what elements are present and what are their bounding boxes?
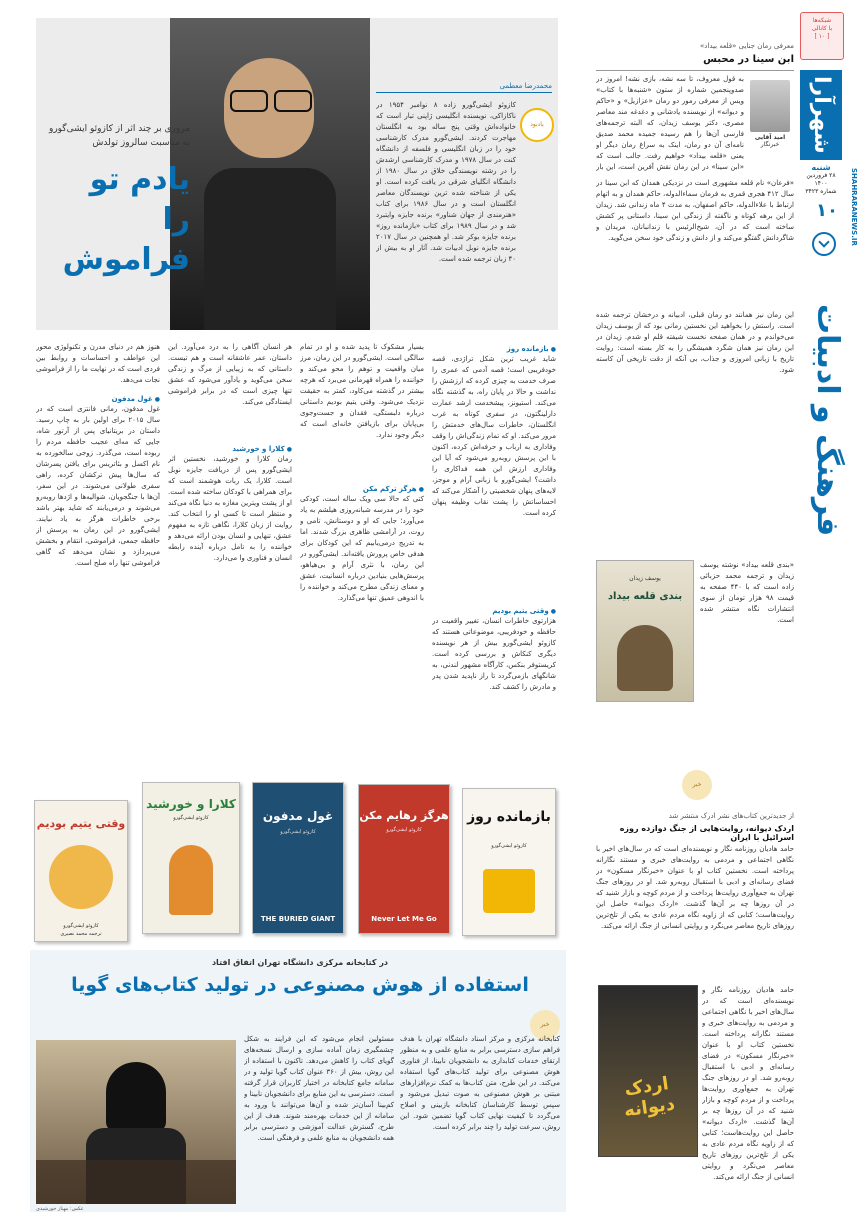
article-column-3 <box>168 342 292 772</box>
book-cover <box>358 784 450 934</box>
section-title: فرهنگ و ادبیات <box>810 303 845 537</box>
hero-title <box>40 160 190 280</box>
sun-illustration <box>49 845 113 909</box>
news2-kicker: از جدیدترین کتاب‌های نشر ادرک منتشر شد <box>668 812 794 820</box>
article-column-4 <box>36 342 160 772</box>
book-english-title: THE BURIED GIANT <box>260 915 336 923</box>
right-paragraph-2: «فرعان» نام قلعه مشهوری است در نزدیکی همدان که ابن سینا در سال ۴۱۲ هجری قمری به فرمان سماءالدوله، حاکم همدان و به اتهام ارتباط با علاءالدوله، حاکم اصفهان، به مدت ۴ ماه زندانی شد. زیدان از این برهه کوتاه و ناگفته از زندگی ابن سینا، داستانی پر کشش ساخته است که در آن، شیخ‌الرئیس با زندانبانان، مریدان و شاگردانش گفتگو می‌کند و از دانش و زندگی خود سخن می‌گوید. <box>596 179 794 242</box>
yadbood-badge: یادبود <box>520 108 554 142</box>
weekly-books-badge <box>800 12 844 60</box>
book-author: کازوئو ایشی‌گورو <box>386 827 422 833</box>
page-number: ۱۰ <box>816 200 838 221</box>
arrow-down-icon <box>812 232 836 256</box>
bottom-headline: استفاده از هوش مصنوعی در تولید کتاب‌های گویا <box>71 974 529 996</box>
column-text: هر انسان آگاهی را به درد می‌آورد. این داستان، عمر عاشقانه است و هم تیست. داستانی که به زیبایی از مرگ و زندگی سخن می‌گوید و یادآور می‌شود که عشق تنها چیزی است که در برابر فراموشی ایستادگی می‌کند. <box>168 343 292 406</box>
column-subheading: ● بازمانده روز <box>432 345 556 353</box>
article-column-2 <box>300 342 424 772</box>
bottom-text-col-2: کتابخانه مرکزی و مرکز اسناد دانشگاه تهران با هدف فراهم سازی دسترسی برابر به منابع علمی و به منظور ارتقای خدمات کتابداری به دانشجویان نابینا، از فناوری هوش مصنوعی برای تولید کتاب‌های گویا استفاده می‌کند. در این طرح، متن کتاب‌ها به کمک نرم‌افزارهای مبتنی بر هوش مصنوعی به صوت تبدیل می‌شود و سپس توسط کارشناسان کتابخانه بازبینی و اصلاح می‌گردد تا کیفیت نهایی کتاب گویا تضمین شود. این روش، سرعت تولید را چند برابر کرده است. <box>400 1035 560 1131</box>
issue-number: شماره ۳۴۲۳ <box>805 188 837 195</box>
book-author: کازوئو ایشی‌گورو <box>173 815 209 821</box>
news2-paragraph-cont: حامد هادیان روزنامه نگار و نویسنده‌ای است که در سال‌های اخیر با نگاهی اجتماعی و مردمی به روایت‌های خبری و مستند نگارانه پرداخته است. نخستین کتاب او با عنوان «خبرنگار مسکون» در فضای رسانه‌ای و ادبی با استقبال روبه‌رو شد. او در روزهای جنگ تهران به جمع‌آوری روایت‌ها پرداخت و از مردم کوچه و بازار شنید که در آن روزها چه بر آن‌ها گذشت. «اردک دیوانه» حاصل این روایت‌هاست؛ کتابی که از زاویه نگاه مردم عادی به یکی از تلخ‌ترین روزهای تاریخ معاصر می‌نگرد و روایتی انسانی از جنگ ارائه می‌کند. <box>702 986 794 1181</box>
book-title: کلارا و خورشید <box>146 797 236 811</box>
portrait-illustration <box>617 625 673 691</box>
column-text: شاید غریب ترین شکل تراژدی، قصه خودفریبی است؛ قصه آدمی که عمری را صرف خدمت به چیزی کرده که ارزشش را نداشت و حالا در پایان راه، به گذشته نگاه می‌کند. استیونز، پیشخدمت ارشد عمارت دارلینگتون، در سفری کوتاه به غرب انگلستان، خاطرات سال‌های خدمتش را مرور می‌کند. او که تمام زندگی‌اش را وقف وفاداری به ارباب و حرفه‌اش کرده، اکنون با این پرسش روبه‌رو می‌شود که آیا این وفاداری ارزش این همه فداکاری را داشت؟ ایشی‌گورو با زبانی آرام و موجز، لایه‌های پنهان شخصیتی را آشکار می‌کند که احساساتش را پشت نقاب وظیفه پنهان کرده است. <box>432 355 556 517</box>
news-badge: خبر <box>530 1010 560 1040</box>
article-column-1 <box>432 342 556 772</box>
hero-title-line: را فراموش <box>62 202 190 277</box>
hero-subtitle: مروری بر چند اثر از کازوئو ایشی‌گورو به مناسبت سالروز تولدش <box>48 124 190 148</box>
news2-paragraph: حامد هادیان روزنامه نگار و نویسنده‌ای است که در سال‌های اخیر با نگاهی اجتماعی و مردمی به روایت‌های خبری و مستند نگارانه پرداخته است. نخستین کتاب او با عنوان «خبرنگار مسکون» در فضای رسانه‌ای و ادبی با استقبال روبه‌رو شد. او در روزهای جنگ تهران به جمع‌آوری روایت‌ها پرداخت و از مردم کوچه و بازار شنید که در آن روزها چه بر آن‌ها گذشت. «اردک دیوانه» حاصل این روایت‌هاست؛ کتابی که از زاویه نگاه مردم عادی به یکی از تلخ‌ترین روزهای تاریخ معاصر می‌نگرد و روایتی انسانی از جنگ ارائه می‌کند. <box>596 845 794 930</box>
site-url[interactable]: SHAHRARANEWS.IR <box>850 168 858 246</box>
author-avatar <box>750 80 790 132</box>
book-author: کازوئو ایشی‌گورو <box>63 923 99 929</box>
column-subheading: ● وقتی یتیم بودیم <box>432 607 556 615</box>
book-title: هرگز رهایم مکن <box>359 809 449 822</box>
badge-line: [ ۱۰ ] <box>814 33 830 40</box>
desk-shape <box>36 1160 236 1204</box>
book-title: غول مدفون <box>262 809 334 823</box>
column-text: هنوز هم در دنیای مدرن و تکنولوژی محور این عواطف و احساسات و روابط بین فردی است که در نهایت ما را از فراموشی نجات می‌دهد. <box>36 343 160 384</box>
divider <box>376 92 552 93</box>
book-translator: ترجمه محمد نصیری <box>60 931 102 937</box>
glasses-right <box>274 90 312 112</box>
author-portrait-photo <box>170 18 370 330</box>
news2-headline: اردک دیوانه، روایت‌هایی از جنگ دوازده روزه اسرائیل با ایران <box>619 824 794 842</box>
book-cover <box>462 788 556 936</box>
bottom-text-col-1: مسئولین انجام می‌شود که این فرایند به شکل چشمگیری زمان آماده سازی و ارسال نسخه‌های گویای کتاب را کاهش می‌دهد. تاکنون با استفاده از این روش، بیش از ۳۶۰ عنوان کتاب گویا تولید و در سامانه جامع کتابخانه در اختیار کاربران قرار گرفته است. دسترسی به این منابع برای دانشجویان نابینا و کم‌بینا آسان‌تر شده و آن‌ها می‌توانند با ورود به سامانه از این خدمات بهره‌مند شوند. هدف از این طرح، گسترش عدالت آموزشی و دسترسی برابر همه دانشجویان به منابع علمی و فرهنگی است. <box>244 1035 394 1142</box>
photo-credit: عکس: مهناز خورشیدی <box>36 1206 84 1212</box>
right-paragraph-1: به قول معروف، تا سه نشه، بازی نشه! امروز در صدوپنجمین شماره از ستون «شنبه‌ها با کتاب» ویس از معرفی رمور دو رمان «عزازیل» و «حاکم و دیوانه» از نویسنده یادشانی و دغدغه مند معاصر مصری، دکتر یوسف زیدان، که البته ترجمه‌های فارسی آن‌ها را هم رسیده جمیده محمد صدیق نامه‌ای آن دو رمان، اینک به سراغ رمان دیگر او یعنی «قلعه بیداد» خواهیم رفت. جالب است که «ابن سینا» در این رمان نقش آفرین است، این بار <box>596 75 744 171</box>
book-cover-qalee-bidad <box>596 560 694 702</box>
right-paragraph-3: این رمان نیز همانند دو رمان قبلی، ادبیانه و درخشان ترجمه شده است. راستش را بخواهید این نخستین رمانی بود که از یوسف زیدان می‌خواندم و در همان صفحه نخست شیفته قلم او شدم. زیدان در این رمان نیز همان شگرد همیشگی را به کار بسته است: روایت تاریخ با زبانی امروزی و جذاب، بی آنکه از دقت تاریخی آن کاسته شود. <box>596 311 794 374</box>
book-cover <box>34 800 128 942</box>
book-title: بازمانده روز <box>467 809 551 825</box>
book-cover <box>252 782 344 934</box>
book-cover-author: یوسف زیدان <box>629 575 661 582</box>
issue-day: شنبه <box>811 163 831 172</box>
teapot-illustration <box>483 869 535 913</box>
column-text: غول مدفون، رمانی فانتزی است که در سال ۲۰۱۵ برای اولین بار به چاپ رسید. داستان در بریتانیای پس از آرتور شاه، جایی که مه‌ای عجیب حافظه مردم را ربوده است، می‌گذرد. زوجی سالخورده به نام اکسل و بئاتریس برای یافتن پسرشان که سال‌ها پیش ترکشان کرده، راهی سفری طولانی می‌شوند. در این سفر، آن‌ها با جنگجویان، شوالیه‌ها و اژدها روبه‌رو می‌شوند و درمی‌یابند که شاید بهتر باشد برخی خاطرات هرگز به یاد نیایند. ایشی‌گورو در این رمان به پرسش از حافظه جمعی، فراموشی، انتقام و بخشش می‌پردازد و نشان می‌دهد که گاهی فراموشی تنها راه صلح است. <box>36 405 160 567</box>
library-photo <box>36 1040 236 1204</box>
column-text: کتی که حالا سی ویک ساله است، کودکی خود را در مدرسه شبانه‌روزی هیلشم به یاد می‌آورد؛ جایی که او و دوستانش، تامی و روت، در آرامشی ظاهری بزرگ شدند. اما به تدریج درمی‌یابیم که این کودکان برای هدفی خاص پرورش یافته‌اند. ایشی‌گورو در این رمان، با نثری آرام و بی‌هیاهو، پرسش‌هایی بنیادین درباره انسانیت، عشق و معنای زندگی مطرح می‌کند و خواننده را با اندوهی عمیق تنها می‌گذارد. <box>300 495 424 602</box>
column-subheading: ● غول مدفون <box>36 395 160 403</box>
author-name: امید آقایی <box>754 134 786 141</box>
hero-bio: کازوئو ایشی‌گورو زاده ۸ نوامبر ۱۹۵۴ در ناکازاکی، نویسنده انگلیسی ژاپنی تبار است که خانواده‌اش وقتی پنج ساله بود به انگلستان مهاجرت کردند. ایشی‌گورو مدرک کارشناسی خود را در زبان انگلیسی و فلسفه از دانشگاه کنت در سال ۱۹۷۸ و مدرک کارشناسی ارشدش را در رشته نویسندگی خلاق در سال ۱۹۸۰ از دانشگاه انگلیای شرقی در یافت کرده است. او یکی از شناخته شده ترین نویسندگان معاصر انگلستان است و در سال ۱۹۸۶ برای کتاب «هنرمندی از جهان شناور» برنده جایزه وایتبرد شد و در سال ۱۹۸۹ برای کتاب «بازمانده روز» برنده جایزه بوکر شد. او همچنین در سال ۲۰۱۷ برنده جایزه نوبل ادبیات شد. آثار او به بیش از ۴۰ زبان ترجمه شده است. <box>376 101 516 263</box>
column-text: رمان کلارا و خورشید، نخستین اثر ایشی‌گورو پس از دریافت جایزه نوبل است. کلارا، یک ربات هوشمند است که برای همراهی با کودکان ساخته شده است. او از پشت ویترین مغازه به دنیا نگاه می‌کند و منتظر است تا کسی او را انتخاب کند. روایت از زبان کلارا، نگاهی تازه به مفهوم عشق، تنهایی و انسان بودن ارائه می‌دهد و خواننده را به تامل درباره آینده رابطه انسان و فناوری وا می‌دارد. <box>168 455 292 562</box>
badge-line: با کانالی <box>811 25 833 32</box>
right-headline: ابن سینا در محبس <box>703 54 794 65</box>
column-text: هزارتوی خاطرات انسان، تغییر واقعیت در حافظه و خودفریبی، موضوعاتی هستند که کازوئو ایشی‌گورو بیش از هر نویسنده دیگری کنکاش و بررسی کرده است. کریستوفر بنکس، کارآگاه مشهور لندنی، به شانگهای بازمی‌گردد تا راز ناپدید شدن پدر و مادرش را کشف کند. <box>432 617 556 691</box>
newspaper-logo: شهرآرا <box>800 70 842 160</box>
issue-date: ۲۸ فروردین ۱۴۰۰ <box>806 172 836 187</box>
badge-line: شبکه‌ها <box>812 17 832 24</box>
right-kicker: معرفی رمان جنایی «قلعه بیداد» <box>700 42 794 50</box>
jacket-shape <box>204 168 336 330</box>
book-cover <box>142 782 240 934</box>
author-role: خبرنگار <box>760 141 780 148</box>
book-caption: «بندی قلعه بیداد» نوشته یوسف زیدان و ترجمه محمد حزبائی زاده است که با ۴۴۰ صفحه به قیمت ۹۸ هزار تومان از سوی انتشارات نگاه منتشر شده است. <box>700 561 794 624</box>
tree-illustration <box>169 845 213 915</box>
bottom-kicker: در کتابخانه مرکزی دانشگاه تهران اتفاق افتاد <box>211 958 389 967</box>
hero-author: محمدرضا معطمی <box>499 82 552 90</box>
book-english-title: Never Let Me Go <box>371 915 437 923</box>
book-cover-ordak-divaneh <box>598 985 698 1157</box>
book-covers-row <box>30 778 564 944</box>
book-title: وقتی یتیم بودیم <box>36 817 126 830</box>
issue-info <box>800 164 842 196</box>
book-cover-title: اردک دیوانه <box>622 1073 677 1122</box>
glasses-left <box>230 90 268 112</box>
book-author: کازوئو ایشی‌گورو <box>280 829 316 835</box>
column-text: بسیار مشکوک تا پدید شده و او در تمام سالگی است. ایشی‌گورو در این رمان، مرز میان واقعیت و توهم را محو می‌کند و خواننده را همراه قهرمانی می‌برد که هرچه بیشتر در گذشته می‌کاود، کمتر به حقیقت نزدیک می‌شود. وقتی یتیم بودیم داستانی درباره دلبستگی، فقدان و جست‌وجوی بی‌پایان برای بازیافتن خانه‌ای است که دیگر وجود ندارد. <box>300 343 424 439</box>
news-badge: خبر <box>682 770 712 800</box>
book-author: کازوئو ایشی‌گورو <box>491 843 527 849</box>
column-subheading: ● هرگز ترکم مکن <box>300 485 424 493</box>
divider <box>596 70 794 71</box>
book-cover-title: بندی قلعه بیداد <box>607 591 683 602</box>
author-byline <box>746 134 794 148</box>
hero-title-line: یادم تو <box>89 162 190 197</box>
person-chador-shape <box>106 1062 166 1132</box>
column-subheading: ● کلارا و خورشید <box>168 445 292 453</box>
